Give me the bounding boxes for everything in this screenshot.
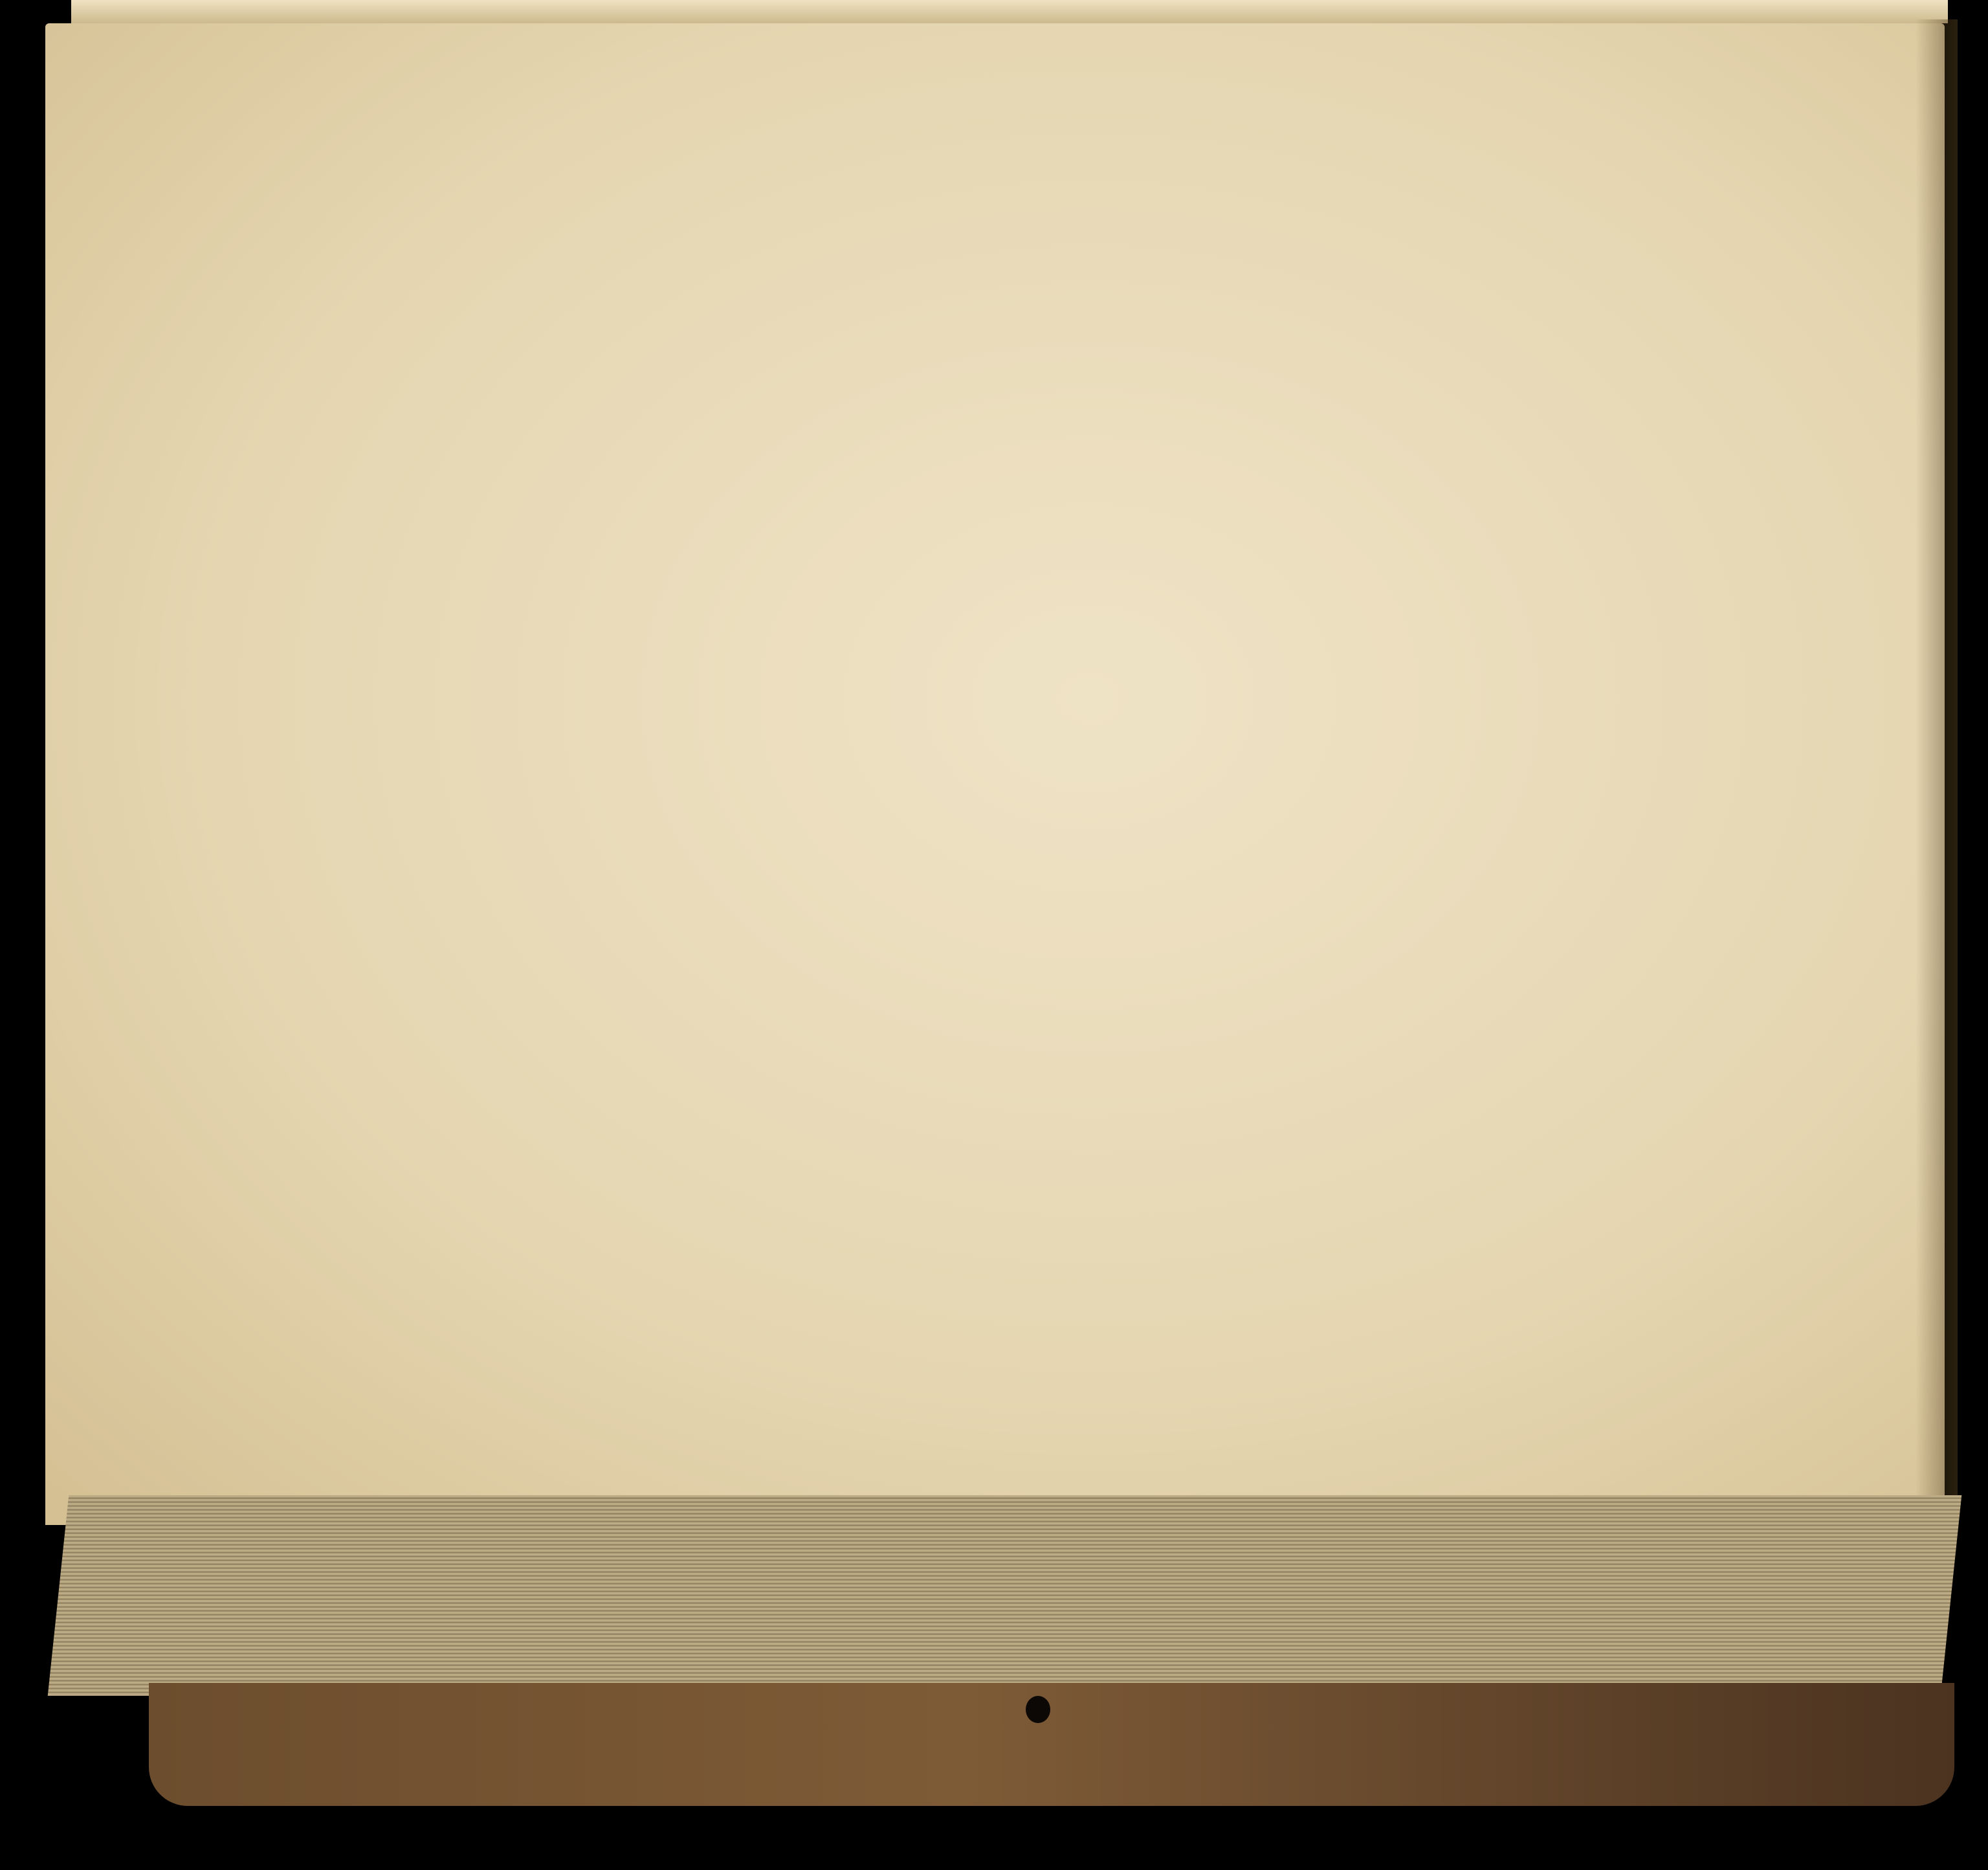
page-paper bbox=[45, 23, 1945, 1525]
cover-wormhole bbox=[1026, 1696, 1050, 1723]
rotated-page-content bbox=[1126, 0, 1988, 104]
page-gutter-shadow bbox=[1916, 19, 1958, 1534]
leather-cover bbox=[149, 1683, 1954, 1806]
page-edges-stack bbox=[48, 1495, 1962, 1696]
